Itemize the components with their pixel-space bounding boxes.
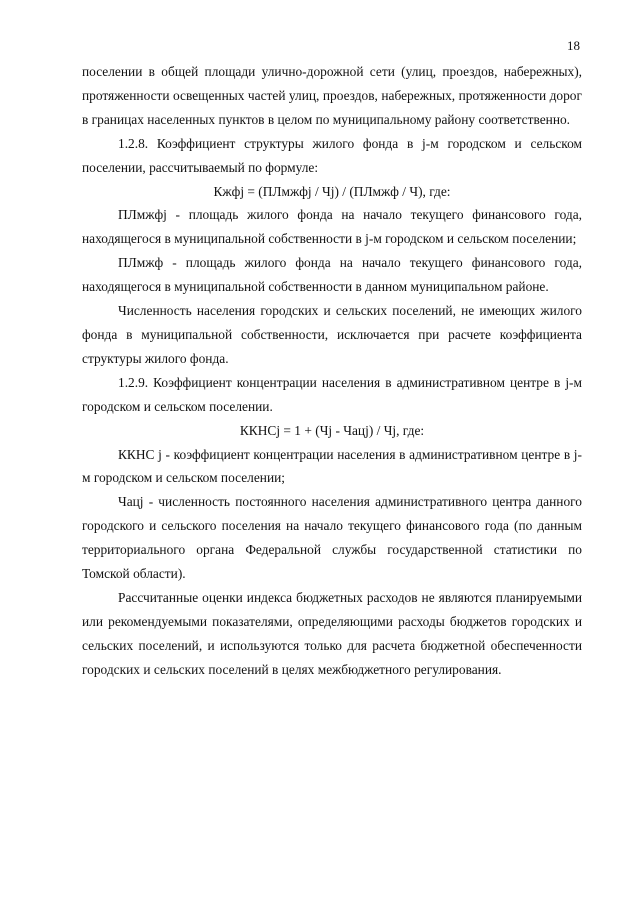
paragraph-1-2-9-heading: 1.2.9. Коэффициент концентрации населения в административном центре в j-м городском и сельском поселении.	[82, 374, 582, 414]
definition-plmzhf: ПЛмжф - площадь жилого фонда на начало текущего финансового года, находящегося в муниципальной собственности в данном муниципальном районе.	[82, 255, 582, 295]
document-body	[82, 60, 582, 682]
page-number: 18	[567, 38, 580, 53]
paragraph-continuation: поселении в общей площади улично-дорожной сети (улиц, проездов, набережных), протяженности освещенных частей улиц, проездов, набережных, протяженности дорог в границах населенных пунктов в целом по муниципальному району соответственно.	[82, 64, 582, 127]
definition-plmzhfj: ПЛмжфj - площадь жилого фонда на начало текущего финансового года, находящегося в муниципальной собственности в j-м городском и сельском поселении;	[82, 207, 582, 247]
formula-housing-structure: Кжфj = (ПЛмжфj / Чj) / (ПЛмжф / Ч), где:	[213, 183, 451, 199]
paragraph-conclusion: Рассчитанные оценки индекса бюджетных расходов не являются планируемыми или рекомендуемыми показателями, определяющими расходы бюджетов городских и сельских поселений, и используются только для расчета бюджетной обеспеченности городских и сельских поселений в целях межбюджетного регулирования.	[82, 589, 582, 677]
definition-chatsj: Чацj - численность постоянного населения административного центра данного городского и сельского поселения на начало текущего финансового года (по данным территориального органа Федеральной службы государственной статистики по Томской области).	[82, 494, 582, 582]
formula-population-concentration: ККНСj = 1 + (Чj - Чацj) / Чj, где:	[239, 422, 425, 438]
paragraph-population-exclusion: Численность населения городских и сельских поселений, не имеющих жилого фонда в муниципальной собственности, исключается при расчете коэффициента структуры жилого фонда.	[82, 303, 582, 366]
paragraph-1-2-8-heading: 1.2.8. Коэффициент структуры жилого фонда в j-м городском и сельском поселении, рассчитываемый по формуле:	[82, 135, 582, 175]
definition-kkns: ККНС j - коэффициент концентрации населения в административном центре в j-м городском и сельском поселении;	[82, 446, 582, 486]
